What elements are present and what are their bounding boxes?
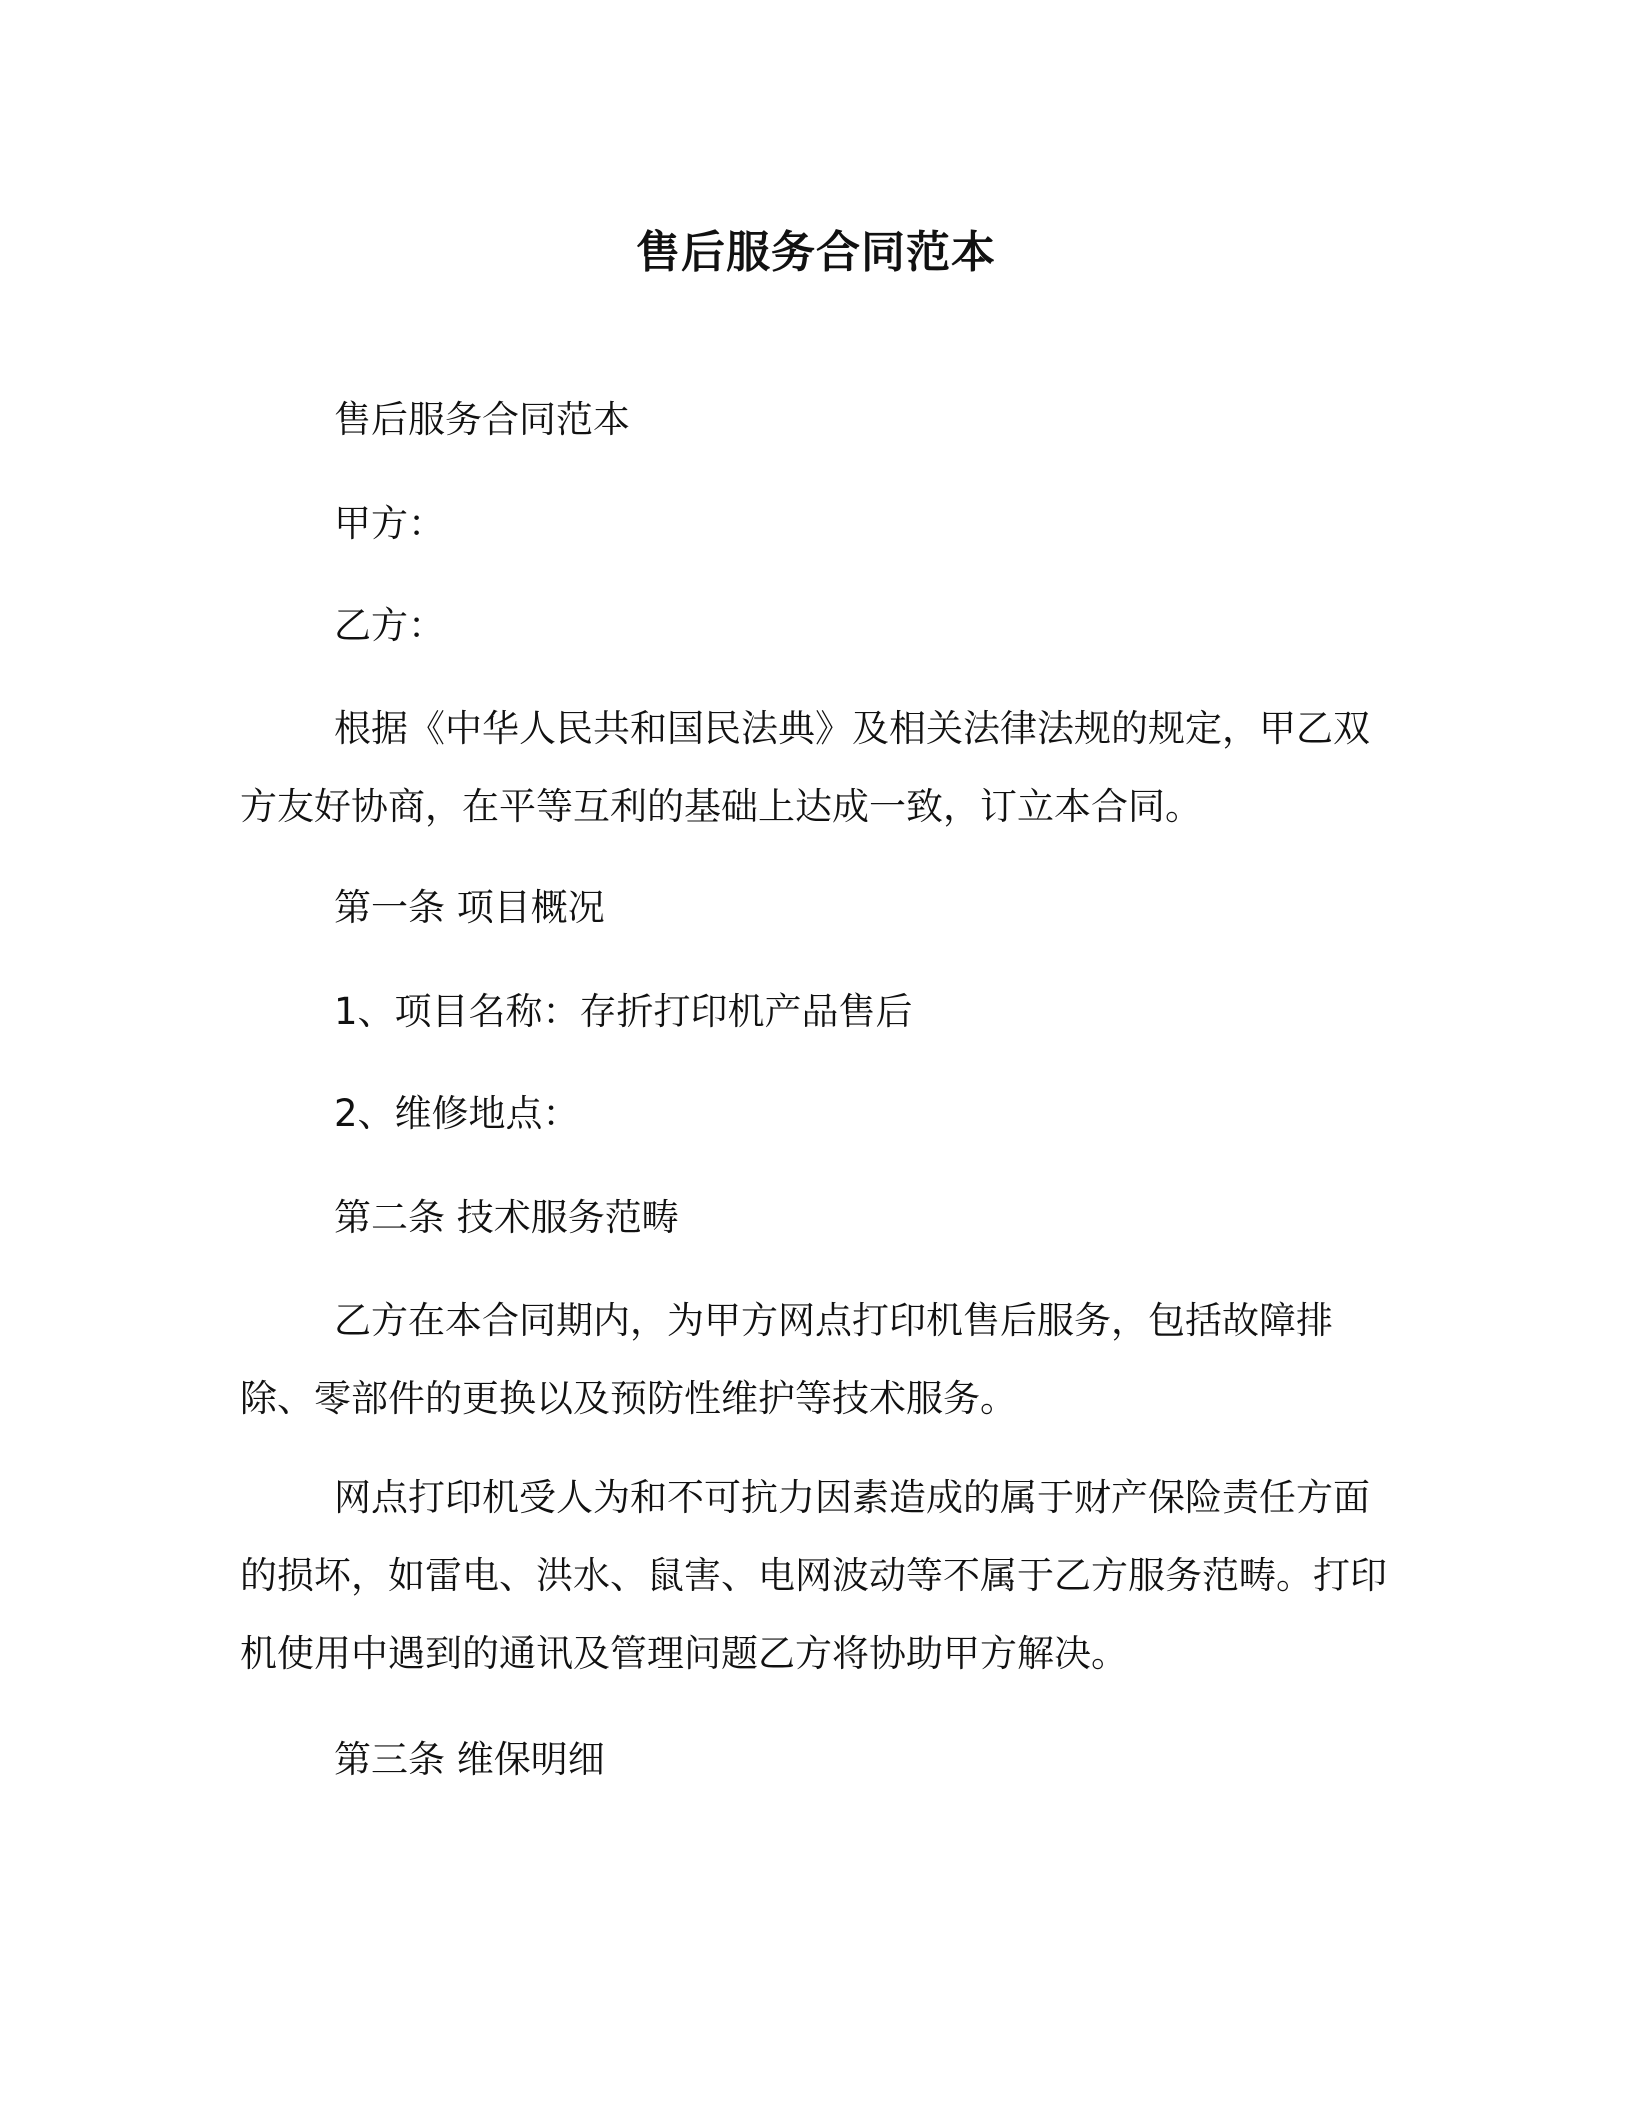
- item-1-project-name: 1、项目名称：存折打印机产品售后: [334, 990, 913, 1033]
- contract-subtitle: 售后服务合同范本: [334, 398, 630, 441]
- party-a-label: 甲方：: [334, 502, 445, 545]
- preamble-paragraph: 根据《中华人民共和国民法典》及相关法律法规的规定，甲乙双方友好协商，在平等互利的基础上达成一致，订立本合同。: [240, 707, 1370, 828]
- article-2-heading: 第二条 技术服务范畴: [334, 1196, 679, 1239]
- article-3-heading: 第三条 维保明细: [334, 1738, 605, 1781]
- party-b-label: 乙方：: [334, 604, 445, 647]
- item-2-repair-location: 2、维修地点：: [334, 1092, 580, 1135]
- service-scope-paragraph: 乙方在本合同期内，为甲方网点打印机售后服务，包括故障排除、零部件的更换以及预防性维护等技术服务。: [240, 1299, 1333, 1420]
- document-title: 售后服务合同范本: [636, 227, 996, 278]
- article-1-heading: 第一条 项目概况: [334, 886, 605, 929]
- exclusions-paragraph: 网点打印机受人为和不可抗力因素造成的属于财产保险责任方面的损坏，如雷电、洪水、鼠害、电网波动等不属于乙方服务范畴。打印机使用中遇到的通讯及管理问题乙方将协助甲方解决。: [240, 1476, 1387, 1675]
